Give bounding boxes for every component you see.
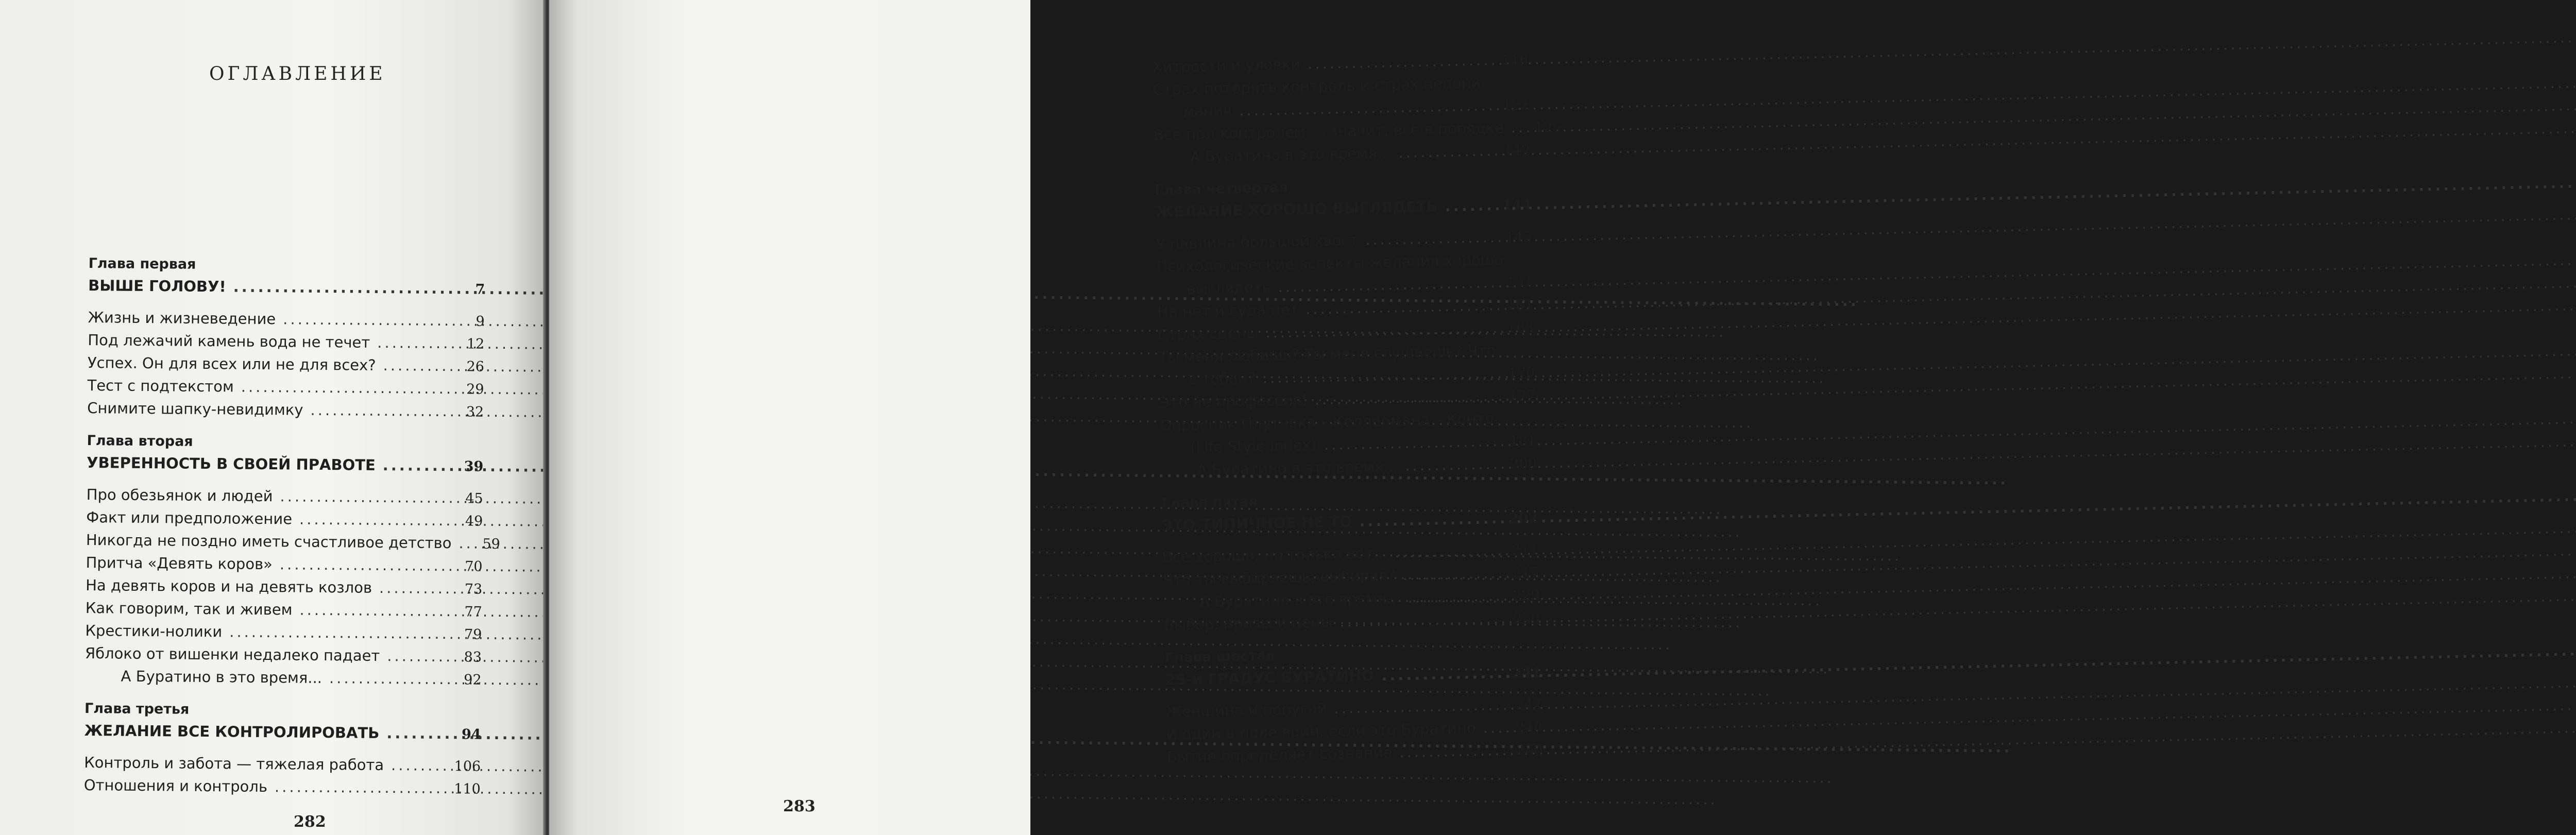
toc-entry-row <box>86 529 500 555</box>
chapter-label: Глава шестая <box>1164 647 1275 666</box>
dot-leader <box>1381 661 1502 687</box>
toc-page-number: 144 <box>1502 197 1532 214</box>
dot-leader <box>379 576 444 600</box>
toc-page-number: 122 <box>1502 97 1530 114</box>
dot-leader <box>1359 507 1499 533</box>
toc-page-number: 39 <box>464 458 484 475</box>
toc-entry-row <box>87 483 483 509</box>
toc-entry-title: мания <box>1182 101 1232 121</box>
toc-page-number: 181 <box>1509 433 1537 450</box>
toc-page-number: 77 <box>464 604 482 620</box>
chapter-title: ВЫШЕ ГОЛОВУ! <box>88 276 226 296</box>
toc-page-number: 250 <box>1516 742 1543 759</box>
toc-page-number: 211 <box>1512 542 1539 559</box>
toc-page-number: 151 <box>1506 274 1533 291</box>
dot-leader <box>1334 693 1503 720</box>
dot-leader <box>1408 584 1501 609</box>
dot-leader <box>1340 607 1501 633</box>
toc-page-number: 202 <box>1509 510 1538 527</box>
toc-entry-title: Отношения и контроль <box>83 776 268 796</box>
toc-entry-title: Бытие определяет сознание <box>1166 743 1393 766</box>
toc-entry-title: Про обезьянок и людей <box>86 485 273 505</box>
toc-page-number: 106 <box>454 758 481 775</box>
toc-page-number: 200 <box>1510 455 1537 472</box>
toc-entry-row <box>87 374 484 400</box>
toc-entry-title: Контроль и забота — тяжелая работа <box>84 753 384 774</box>
dot-leader <box>391 754 442 777</box>
toc-entry-title: Хитрости и уловки <box>1152 55 1301 76</box>
toc-page-number: 161 <box>1506 297 1534 314</box>
dot-leader <box>299 599 443 622</box>
toc-entry-title: А Буратино в это время... <box>121 667 323 687</box>
chapter-title: ЖЕЛАНИЕ ХОРОШО ВЫГЛЯДЕТЬ <box>1155 197 1438 221</box>
toc-entry-row <box>88 351 484 378</box>
dot-leader <box>275 775 442 799</box>
toc-entry-title: Ты меня любишь? Ты меня слушаешь? Что <box>1158 342 1496 366</box>
chapter-label: Глава пятая <box>1161 493 1258 512</box>
toc-entry-title: Успех. Он для всех или не для всех? <box>87 353 376 374</box>
toc-page-number: 248 <box>1515 719 1543 736</box>
toc-page-number: 94 <box>461 726 481 743</box>
toc-entry-title: Это не профессия! <box>1159 390 1308 412</box>
toc-page-number: 92 <box>464 672 482 688</box>
dot-leader <box>1324 430 1497 456</box>
dot-leader <box>386 722 442 745</box>
toc-entry-row <box>86 574 482 600</box>
page-number-left: 282 <box>294 813 326 831</box>
toc-page-number: 73 <box>464 581 483 598</box>
dot-leader <box>1308 48 1489 75</box>
toc-entry-title: Жизнь и жизневедение <box>88 308 276 328</box>
toc-entry-title: Притча «Девять коров» <box>86 553 273 573</box>
dot-leader <box>459 532 479 554</box>
toc-right-column <box>1152 48 1562 769</box>
toc-entry-row <box>87 397 484 423</box>
toc-page-number: 32 <box>466 404 484 420</box>
toc-entry-title: (Life Style Index) <box>1190 436 1317 456</box>
toc-page-number: 83 <box>464 649 482 666</box>
toc-entry-title: выглядеть <box>1187 278 1271 298</box>
dot-leader <box>229 620 443 645</box>
dot-leader <box>1445 194 1493 217</box>
toc-entry-row <box>86 506 483 532</box>
toc-page-number: 29 <box>466 381 484 398</box>
chapter-label: Глава третья <box>84 700 190 718</box>
toc-entry-title: А Буратино в это время... <box>1196 457 1398 479</box>
dot-leader <box>329 667 443 690</box>
toc-entry-row <box>84 751 481 777</box>
dot-leader <box>310 399 445 422</box>
chapter-heading-row <box>87 451 483 478</box>
dot-leader <box>383 354 445 377</box>
toc-page-number: 49 <box>465 513 483 530</box>
toc-entry-title: Все хорошо, но только вот... <box>1162 543 1388 566</box>
toc-page-number: 163 <box>1507 319 1534 336</box>
toc-entry-title: Никогда не поздно иметь счастливое детство <box>86 531 452 552</box>
page-number-right: 283 <box>783 797 816 815</box>
dot-leader <box>1483 716 1504 739</box>
toc-entry-row <box>86 597 482 623</box>
toc-entry-row <box>84 774 481 800</box>
dot-leader <box>280 553 444 577</box>
toc-entry-title: А Буратино в это время... <box>1190 144 1392 166</box>
toc-page-number: 70 <box>465 558 483 575</box>
toc-page-number: 230 <box>1513 610 1540 627</box>
toc-entry-title: Страх потерять контроль и страх непони- <box>1153 74 1487 98</box>
toc-entry-title: Что ты выбираешь, выбирая? <box>1162 566 1396 589</box>
dot-leader <box>283 308 446 332</box>
toc-entry-title: И один в поле воин, если это Буратино <box>1166 719 1477 743</box>
dot-leader <box>280 485 444 509</box>
toc-entry-row <box>84 664 481 691</box>
toc-page-number: 12 <box>466 336 485 352</box>
toc-page-number: 9 <box>476 313 485 330</box>
toc-entry-title: с тобой? <box>1188 369 1256 388</box>
toc-page-number: 142 <box>1503 142 1531 159</box>
toc-entry-row <box>86 551 482 577</box>
toc-page-number: 177 <box>1509 387 1536 404</box>
toc-entry-title: Выбор: призы и цены <box>1163 612 1333 634</box>
toc-entry-title: Как говорим, так и живем <box>85 599 293 619</box>
toc-page-number: 170 <box>1508 365 1535 382</box>
toc-entry-title: Психологические аспекты желания хорошо <box>1156 250 1504 276</box>
dot-leader <box>1395 539 1500 564</box>
toc-page-number: 145 <box>1505 229 1532 246</box>
toc-entry-title: Под лежачий камень вода не течет <box>88 331 370 351</box>
dot-leader <box>1405 452 1498 477</box>
toc-entry-row <box>85 619 482 645</box>
toc-title: ОГЛАВЛЕНИЕ <box>209 63 386 84</box>
toc-entry-title: А Буратино в это время... <box>1199 589 1401 611</box>
toc-page-number: 116 <box>1501 52 1529 69</box>
chapter-title: ЭТО ТИПИЧНОЕ НЕ ТО <box>1161 513 1352 534</box>
chapter-title: УВЕРЕННОСТЬ В СВОЕЙ ПРАВОТЕ <box>87 453 376 474</box>
chapter-label: Глава вторая <box>87 432 193 450</box>
right-page <box>549 0 1562 835</box>
toc-entry-title: На девять коров и на девять козлов <box>86 576 372 597</box>
dot-leader <box>299 508 444 532</box>
dot-leader <box>1365 226 1493 251</box>
toc-page-number: 7 <box>475 281 485 298</box>
dot-leader <box>1399 739 1504 763</box>
toc-entry-title: Яблоко от вишенки недалеко падает <box>84 644 380 664</box>
dot-leader <box>1314 384 1496 411</box>
dot-leader <box>377 331 445 354</box>
toc-entry-title: Снимите шапку-невидимку <box>87 399 303 419</box>
toc-entry-title: Все под контролем — значит, все в порядке <box>1153 118 1504 144</box>
toc-page-number: 79 <box>464 626 482 643</box>
toc-entry-title: Женщина и попугай <box>1165 700 1327 721</box>
toc-page-number: 241 <box>1512 664 1541 681</box>
chapter-label: Глава четвертая <box>1155 179 1289 198</box>
left-page <box>0 0 545 835</box>
chapter-heading-row <box>84 719 481 745</box>
toc-entry-title: Крестики-нолики <box>85 621 223 641</box>
toc-entry-row <box>88 329 484 355</box>
toc-entry-title: Тест с подтекстом <box>87 376 234 396</box>
toc-page-number: 242 <box>1515 696 1542 713</box>
chapter-heading-row <box>88 274 485 300</box>
dot-leader <box>387 644 443 668</box>
toc-entry-title: У павлина большой хвост <box>1156 231 1359 253</box>
dot-leader <box>233 275 446 300</box>
toc-entry-title: Страх сцены <box>1157 323 1259 344</box>
toc-entry-title: Факт или предположение <box>86 508 293 528</box>
dot-leader <box>383 454 445 477</box>
toc-page-number: 229 <box>1513 587 1540 604</box>
chapter-title: 25-й ГРАДУС БУРАТИНО <box>1165 667 1375 689</box>
toc-page-number: 110 <box>454 781 481 797</box>
toc-left-column <box>83 242 500 800</box>
toc-page-number: 59 <box>482 536 500 552</box>
toc-entry-row <box>85 642 482 668</box>
toc-entry-title: На нет и суда нет <box>1157 300 1299 321</box>
toc-entry-row <box>88 306 485 332</box>
toc-page-number: 125 <box>1534 119 1562 136</box>
toc-page-number: 26 <box>466 359 485 375</box>
dot-leader <box>1511 116 1532 139</box>
dot-leader <box>241 376 445 400</box>
toc-entry-title: Опросник Плутчека – Келлермана – Конте <box>1159 410 1495 434</box>
dot-leader <box>1306 294 1495 320</box>
chapter-label: Глава первая <box>88 255 196 272</box>
dot-leader <box>1402 561 1500 586</box>
toc-page-number: 45 <box>465 490 483 507</box>
dot-leader <box>1398 139 1492 164</box>
chapter-title: ЖЕЛАНИЕ ВСЕ КОНТРОЛИРОВАТЬ <box>84 721 380 742</box>
toc-page-number: 217 <box>1512 565 1539 582</box>
